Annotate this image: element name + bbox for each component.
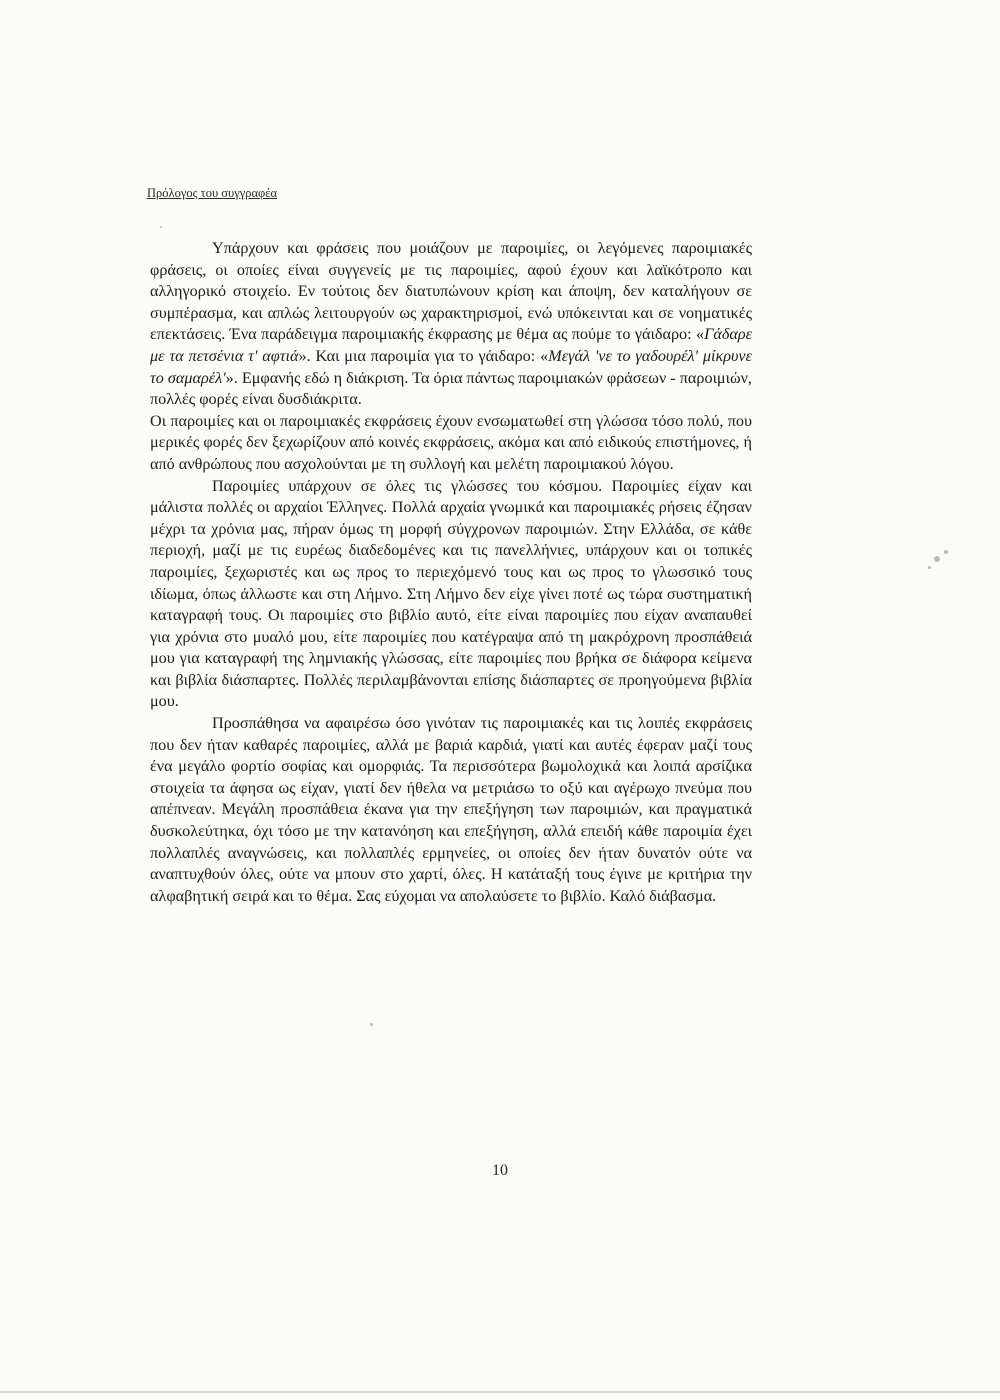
example-expression: Γάδαρε με τα πετσένια τ' αφτιά bbox=[150, 325, 752, 365]
scan-speck bbox=[934, 556, 940, 562]
scan-edge-line bbox=[0, 1391, 1000, 1393]
paragraph-3: Παροιμίες υπάρχουν σε όλες τις γλώσσες του κόσμου. Παροιμίες είχαν και μάλιστα πολλές οι αρχαίοι Έλληνες. Πολλά αρχαία γνωμικά και παροιμιακές ρήσεις έζησαν μέχρι τα χρόνια μας, πήραν όμως τη μορφή σύγχρονων παροιμιών. Στην Ελλάδα, σε κάθε περιοχή, μαζί με τις ευρέως διαδεδομένες και τις πανελλήνιες, υπάρχουν και οι τοπικές παροιμίες, ξεχωριστές και ως προς το περιεχόμενό τους και ως προς το γλωσσικό τους ιδίωμα, όπως άλλωστε και στη Λήμνο. Στη Λήμνο δεν είχε γίνει ποτέ ως τώρα συστηματική καταγραφή τους. Οι παροιμίες στο βιβλίο αυτό, είτε είναι παροιμίες που είχαν αναπαυθεί για χρόνια στο μυαλό μου, είτε παροιμίες που κατέγραψα από τη μακρόχρονη προσπάθειά μου για καταγραφή της λημνιακής γλώσσας, είτε παροιμίες που βρήκα σε διάφορα κείμενα και βιβλία διάσπαρτες. Πολλές περιλαμβάνονται επίσης διάσπαρτες σε προηγούμενα βιβλία μου. bbox=[150, 476, 752, 711]
running-header: Πρόλογος του συγγραφέα bbox=[147, 186, 278, 200]
scan-speck bbox=[928, 566, 931, 569]
scan-speck bbox=[944, 550, 948, 554]
example-proverb: Μεγάλ 'νε το γαδουρέλ' μίκρυνε το σαμαρέλ' bbox=[150, 346, 752, 387]
paragraph-1-text-a: Υπάρχουν και φράσεις που μοιάζουν με παροιμίες, οι λεγόμενες παροιμιακές φράσεις, οι οποίες είναι συγγενείς με τις παροιμίες, αφού έχουν και λαϊκότροπο και αλληγορικό στοιχείο. Εν τούτοις δεν διατυπώνουν κρίση και άποψη, δεν καταλήγουν σε συμπέρασμα, και απλώς λειτουργούν ως χαρακτηρισμοί, ενώ υπόκεινται και σε νοηματικές επεκτάσεις. Ένα παράδειγμα παροιμιακής έκφρασης με θέμα ας πούμε το γάιδαρο: « bbox=[150, 239, 752, 344]
page-number: 10 bbox=[492, 1162, 508, 1179]
paragraph-1-text-b: ». Και μια παροιμία για το γάιδαρο: « bbox=[298, 346, 549, 365]
paragraph-2: Οι παροιμίες και οι παροιμιακές εκφράσεις έχουν ενσωματωθεί στη γλώσσα τόσο πολύ, που μερικές φορές δεν ξεχωρίζουν από κοινές εκφράσεις, ακόμα και από ειδικούς επιστήμονες, ή από ανθρώπους που ασχολούνται με τη συλλογή και μελέτη παροιμιακού λόγου. bbox=[150, 411, 752, 473]
paragraph-4: Προσπάθησα να αφαιρέσω όσο γινόταν τις παροιμιακές και τις λοιπές εκφράσεις που δεν ήταν καθαρές παροιμίες, αλλά με βαριά καρδιά, γιατί και αυτές έφεραν μαζί τους ένα μεγάλο φορτίο σοφίας και ομορφιάς. Τα περισσότερα βωμολοχικά και λοιπά αρσίζικα στοιχεία τα άφησα ως είχαν, γιατί δεν ήθελα να μετριάσω το οξύ και αγέρωχο πνεύμα που απέπνεαν. Μεγάλη προσπάθεια έκανα για την επεξήγηση των παροιμιών, και πραγματικά δυσκολεύτηκα, όχι τόσο με την κατανόηση και επεξήγηση, αλλά επειδή κάθε παροιμία έχει πολλαπλές αναγνώσεις, και πολλαπλές ερμηνείες, οι οποίες δεν ήταν δυνατόν ούτε να αναπτυχθούν όλες, ούτε να μπουν στο χαρτί, όλες. Η κατάταξή τους έγινε με κριτήρια την αλφαβητική σειρά και το θέμα. Σας εύχομαι να απολαύσετε το βιβλίο. Καλό διάβασμα. bbox=[150, 714, 752, 905]
preface-body bbox=[150, 238, 752, 907]
scan-speck bbox=[370, 1023, 373, 1026]
paragraph-1 bbox=[150, 238, 752, 411]
paragraph-1-text-c: ». Εμφανής εδώ η διάκριση. Τα όρια πάντως παροιμιακών φράσεων - παροιμιών, πολλές φορές είναι δυσδιάκριτα. bbox=[150, 368, 752, 409]
scan-speck bbox=[160, 226, 162, 228]
